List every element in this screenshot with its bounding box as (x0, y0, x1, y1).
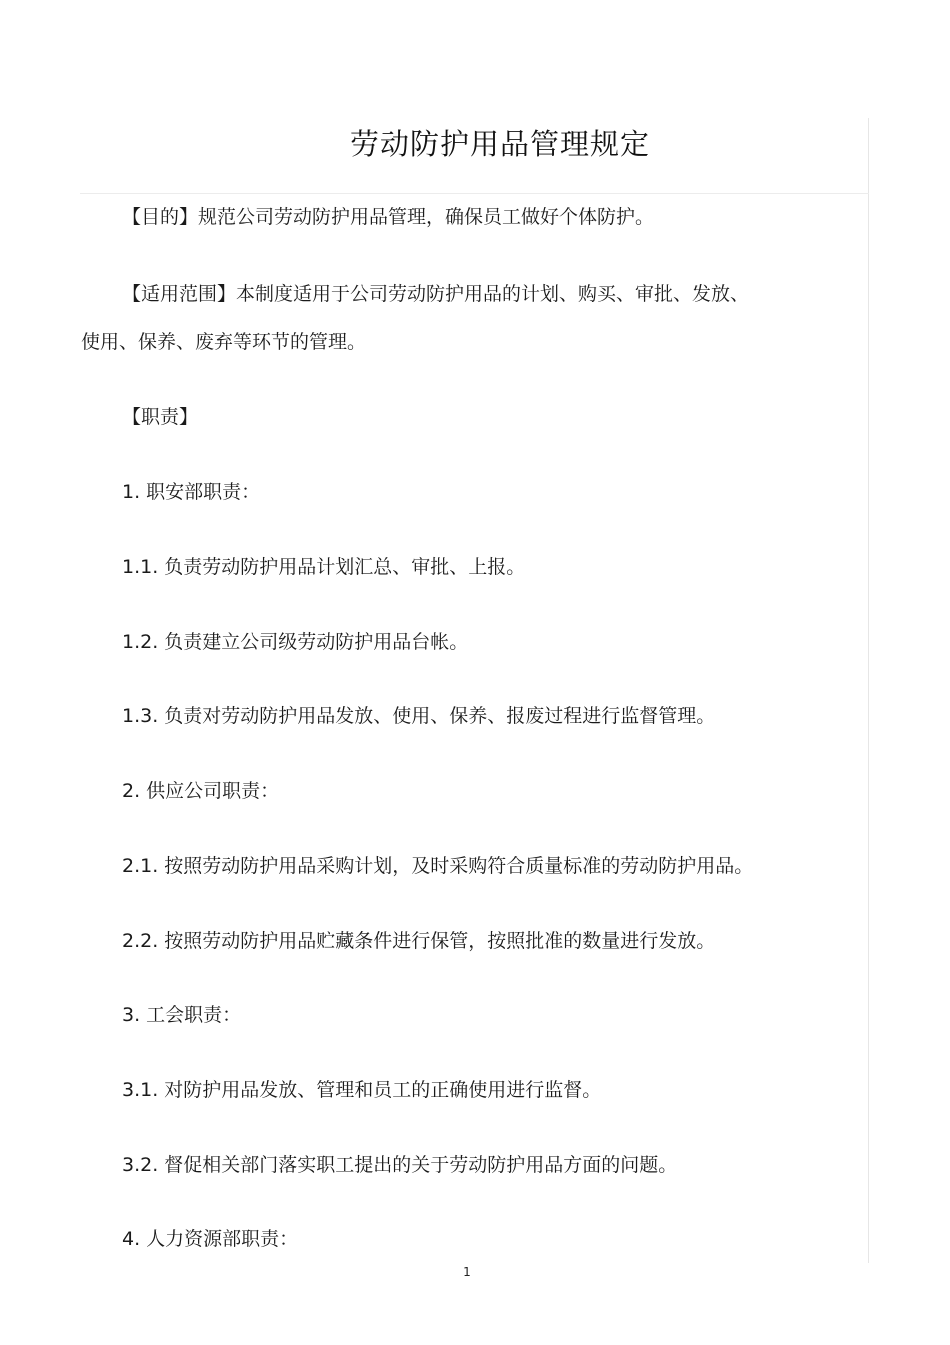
header-divider (80, 193, 869, 194)
purpose-paragraph: 【目的】规范公司劳动防护用品管理，确保员工做好个体防护。 (122, 206, 655, 228)
duty-item-2-2: 2.2. 按照劳动防护用品贮藏条件进行保管，按照批准的数量进行发放。 (122, 930, 716, 952)
duty-item-1-2: 1.2. 负责建立公司级劳动防护用品台帐。 (122, 631, 469, 653)
document-title: 劳动防护用品管理规定 (349, 127, 650, 161)
duty-item-3: 3. 工会职责： (122, 1004, 242, 1026)
duties-heading: 【职责】 (122, 406, 199, 428)
scope-paragraph-line-2: 使用、保养、废弃等环节的管理。 (81, 331, 367, 353)
duty-item-3-2: 3.2. 督促相关部门落实职工提出的关于劳动防护用品方面的问题。 (122, 1154, 678, 1176)
duty-item-1-3: 1.3. 负责对劳动防护用品发放、使用、保养、报废过程进行监督管理。 (122, 705, 716, 727)
duty-item-1: 1. 职安部职责： (122, 481, 261, 503)
page-number: 1 (463, 1265, 471, 1279)
duty-item-4: 4. 人力资源部职责： (122, 1228, 299, 1250)
duty-item-3-1: 3.1. 对防护用品发放、管理和员工的正确使用进行监督。 (122, 1079, 602, 1101)
duty-item-2: 2. 供应公司职责： (122, 780, 280, 802)
scope-paragraph-line-1: 【适用范围】本制度适用于公司劳动防护用品的计划、购买、审批、发放、 (122, 283, 750, 305)
duty-item-2-1: 2.1. 按照劳动防护用品采购计划，及时采购符合质量标准的劳动防护用品。 (122, 855, 754, 877)
duty-item-1-1: 1.1. 负责劳动防护用品计划汇总、审批、上报。 (122, 556, 526, 578)
right-margin-rule (868, 118, 869, 1263)
